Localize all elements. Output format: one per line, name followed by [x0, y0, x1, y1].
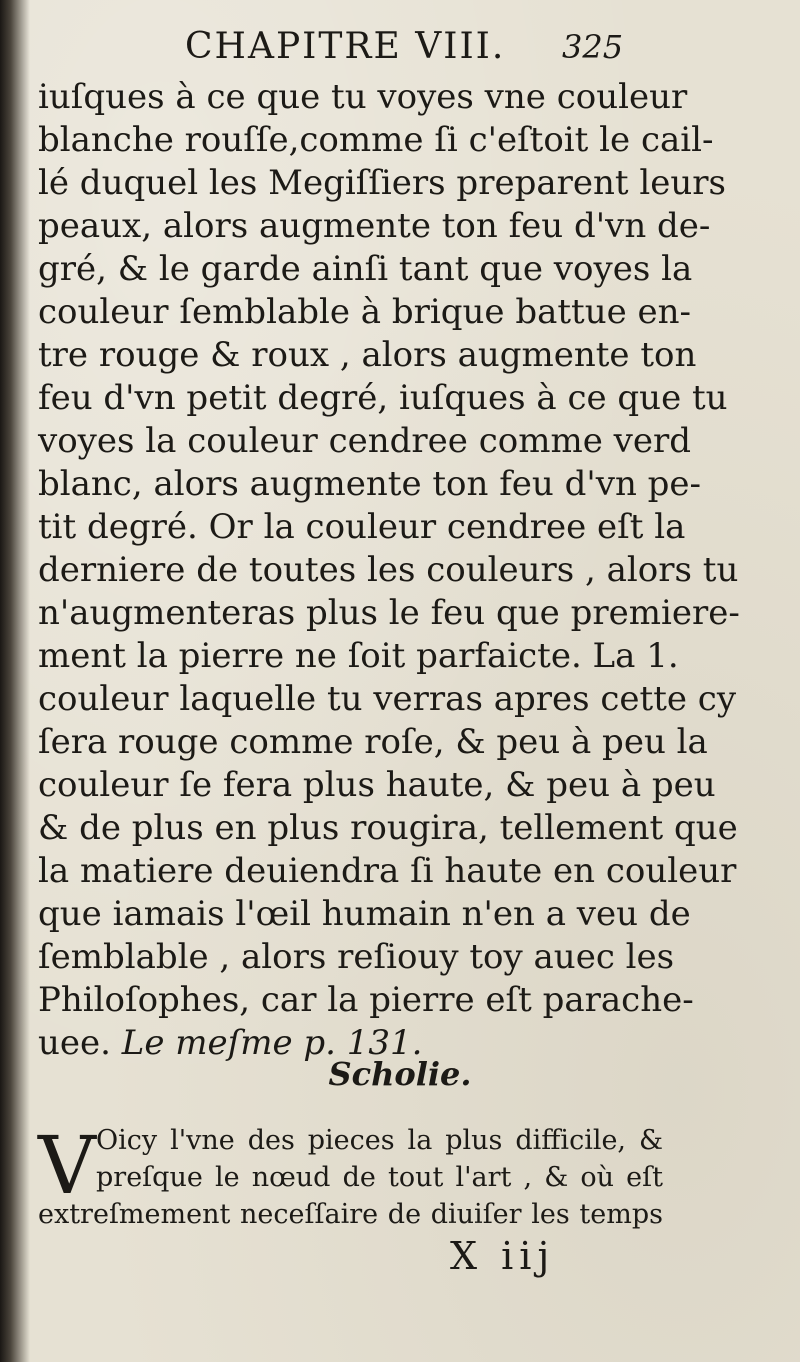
scholie-line: preſque le nœud de tout l'art , & où eſt [96, 1162, 663, 1193]
scholie-line: Oicy l'vne des pieces la plus difficile, & [96, 1125, 663, 1156]
text-line: & de plus en plus rougira, tellement que [38, 808, 738, 848]
text-line: couleur ſemblable à brique battue en- [38, 292, 692, 332]
text-line: voyes la couleur cendree comme verd [38, 421, 691, 461]
text-line: tit degré. Or la couleur cendree eſt la [38, 507, 686, 547]
text-line: derniere de toutes les couleurs , alors tu [38, 550, 739, 590]
page-header [0, 22, 800, 74]
text-line: couleur laquelle tu verras apres cette cy [38, 679, 737, 719]
text-line: feu d'vn petit degré, iuſques à ce que tu [38, 378, 728, 418]
scholie-paragraph [38, 1119, 663, 1233]
text-line: gré, & le garde ainſi tant que voyes la [38, 249, 693, 289]
text-line: Philoſophes, car la pierre eſt parache- [38, 980, 694, 1020]
scholie-line: extreſmement neceſſaire de diuiſer les temps [38, 1199, 663, 1230]
signature-mark: X iij [450, 1234, 556, 1278]
text-line: tre rouge & roux , alors augmente ton [38, 335, 697, 375]
running-head: CHAPITRE VIII. [185, 26, 506, 67]
text-line: couleur ſe fera plus haute, & peu à peu [38, 765, 716, 805]
page-number: 325 [562, 28, 624, 66]
text-line: blanche rouſſe,comme ſi c'eſtoit le cail- [38, 120, 714, 160]
final-word: uee. [38, 1023, 111, 1063]
text-line: peaux, alors augmente ton feu d'vn de- [38, 206, 711, 246]
main-text [38, 76, 740, 1065]
text-line: que iamais l'œil humain n'en a veu de [38, 894, 691, 934]
source-reference: Le meſme p. 131. [121, 1023, 423, 1063]
text-line: la matiere deuiendra ſi haute en couleur [38, 851, 737, 891]
section-title: Scholie. [328, 1055, 472, 1093]
text-line: ment la pierre ne ſoit parfaicte. La 1. [38, 636, 679, 676]
text-line: lé duquel les Megiſſiers preparent leurs [38, 163, 726, 203]
text-line: iuſques à ce que tu voyes vne couleur [38, 77, 688, 117]
drop-cap: V [38, 1119, 96, 1212]
text-line: n'augmenteras plus le feu que premiere- [38, 593, 740, 633]
text-line: ſemblable , alors reſiouy toy auec les [38, 937, 675, 977]
binding-shadow [0, 0, 30, 1362]
text-line: ſera rouge comme roſe, & peu à peu la [38, 722, 708, 762]
text-line: blanc, alors augmente ton feu d'vn pe- [38, 464, 702, 504]
